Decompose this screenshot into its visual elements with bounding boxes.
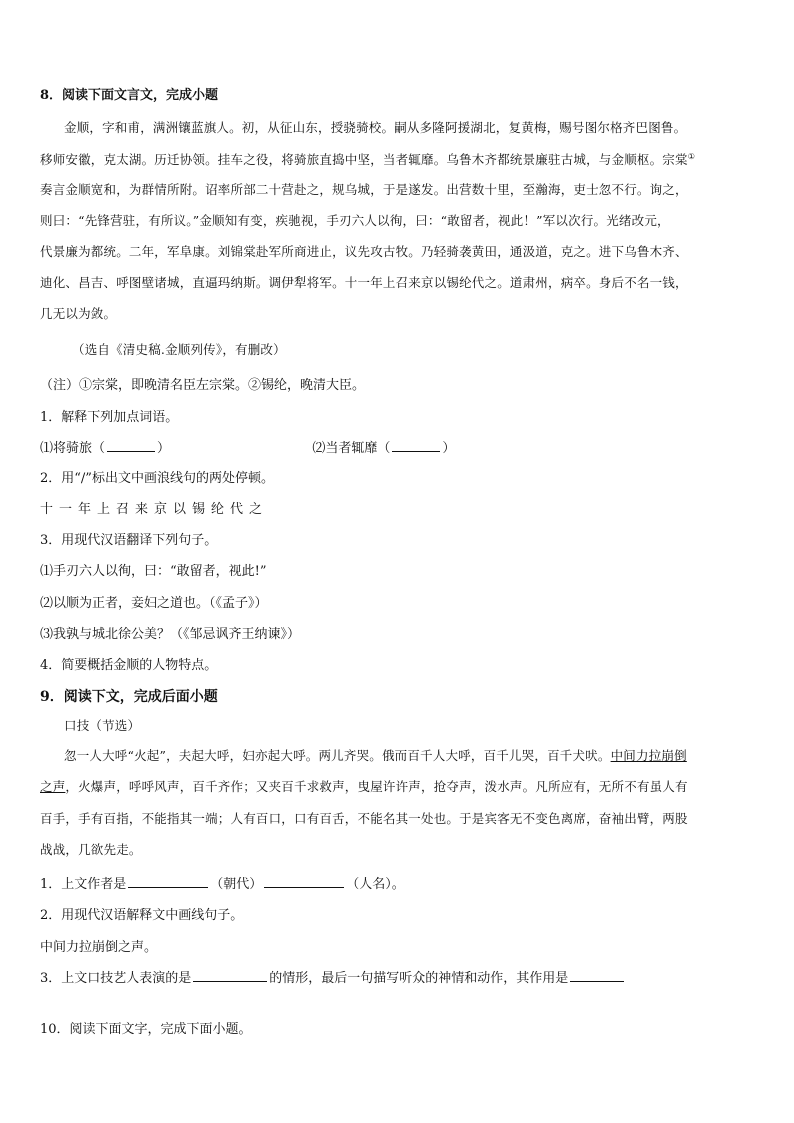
- q9-underlined-sentence-part-2: 之声: [40, 779, 66, 794]
- q9-question-3: 3．上文口技艺人表演的是 的情形，最后一句描写听众的神情和动作，其作用是: [40, 967, 760, 986]
- q8-question-1: 1．解释下列加点词语。: [40, 410, 179, 425]
- q8-passage-line-3: 奏言金顺宽和，为群情所附。诏率所部二十营赴之，规乌城，于是遂发。出营数十里，至瀚海，吏士忽不行。询之，: [40, 182, 688, 197]
- q9-q3-blank-scene[interactable]: [193, 969, 267, 982]
- q8-source: （选自《清史稿.金顺列传》，有删改）: [72, 342, 286, 357]
- q9-title: 口技（节选）: [64, 718, 141, 733]
- q8-passage-line-4: 则曰：“先锋营驻，有所议。”金顺知有变，疾驰视，手刃六人以徇，曰：“敢留者，视此！”军以次行。光绪改元，: [40, 213, 670, 228]
- q9-question-1: 1．上文作者是 （朝代） （人名）。: [40, 877, 405, 892]
- q8-q1-blank-a[interactable]: [107, 439, 155, 452]
- q9-passage-line-1: 忽一人大呼“火起”，夫起大呼，妇亦起大呼。两儿齐哭。俄而百千人大呼，百千儿哭，百千犬吠。中间力拉崩倒: [64, 748, 687, 763]
- q8-question-3-b: ⑵以顺为正者，妾妇之道也。（《孟子》）: [40, 596, 268, 611]
- q8-passage-line-7: 几无以为敛。: [40, 306, 117, 321]
- q9-q3-blank-effect[interactable]: [570, 969, 624, 982]
- q8-q1-item-a: ⑴将骑旅（: [40, 441, 106, 456]
- q8-question-4: 4．简要概括金顺的人物特点。: [40, 658, 218, 673]
- q8-q1-item-b: ⑵当者辄靡（: [312, 441, 391, 456]
- q9-passage-line-4: 战战，几欲先走。: [40, 842, 142, 857]
- q8-question-2: 2．用“/”标出文中画浪线句的两处停顿。: [40, 471, 274, 486]
- q8-note: （注）①宗棠，即晚清名臣左宗棠。②锡纶，晚清大臣。: [40, 378, 366, 393]
- q8-passage-line-1: 金顺，字和甫，满洲镶蓝旗人。初，从征山东，授骁骑校。嗣从多隆阿援湖北，复黄梅，赐号图尔格齐巴图鲁。: [64, 120, 687, 135]
- q9-question-2-text: 中间力拉崩倒之声。: [40, 940, 158, 955]
- q8-heading: 8．阅读下面文言文，完成小题: [40, 88, 219, 103]
- q8-question-3-c: ⑶我孰与城北徐公美？（《邹忌讽齐王纳谏》）: [40, 627, 301, 642]
- q8-passage-line-2: 移师安徽，克太湖。历迁协领。挂车之役，将骑旅直捣中坚，当者辄靡。乌鲁木齐都统景廉驻古城，与金顺枢。宗棠①: [40, 151, 696, 167]
- q9-q1-blank-dynasty[interactable]: [128, 875, 208, 888]
- q8-question-2-text: 十一年上召来京以锡纶代之: [40, 502, 269, 517]
- q9-heading: 9．阅读下文，完成后面小题: [40, 689, 218, 705]
- footnote-marker-1: ①: [687, 151, 696, 161]
- q9-q1-blank-author[interactable]: [264, 875, 344, 888]
- q8-question-3-a: ⑴手刃六人以徇，曰：“敢留者，视此!”: [40, 564, 267, 579]
- q8-passage-line-5: 代景廉为都统。二年，军阜康。刘锦棠赴军所商进止，议先攻古牧。乃轻骑袭黄田，通汲道，克之。进下乌鲁木齐、: [40, 244, 688, 259]
- q8-question-3: 3．用现代汉语翻译下列句子。: [40, 533, 218, 548]
- q9-passage-line-3: 百手，手有百指，不能指其一端；人有百口，口有百舌，不能名其一处也。于是宾客无不变色离席，奋袖出臂，两股: [40, 811, 688, 826]
- q10-heading: 10．阅读下面文字，完成下面小题。: [40, 1022, 252, 1037]
- q8-q1-blank-b[interactable]: [392, 439, 440, 452]
- q9-question-2: 2．用现代汉语解释文中画线句子。: [40, 908, 244, 923]
- q9-passage-line-2: 之声，火爆声，呼呼风声，百千齐作；又夹百千求救声，曳屋许许声，抢夺声，泼水声。凡所应有，无所不有虽人有: [40, 779, 688, 794]
- q8-question-1-items: ⑴将骑旅（ ） ⑵当者辄靡（ ）: [40, 441, 456, 456]
- q8-passage-line-6: 迪化、昌吉、呼图壁诸城，直逼玛纳斯。调伊犁将军。十一年上召来京以锡纶代之。道肃州，病卒。身后不名一钱，: [40, 275, 688, 290]
- q9-underlined-sentence-part-1: 中间力拉崩倒: [610, 748, 687, 763]
